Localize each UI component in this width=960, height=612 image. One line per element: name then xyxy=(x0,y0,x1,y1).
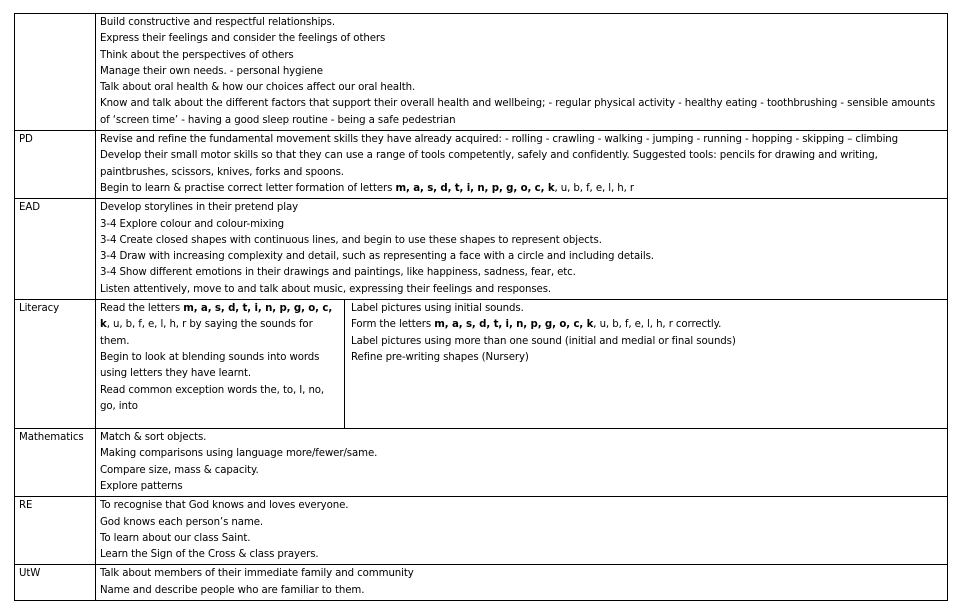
pse-line-1: Build constructive and respectful relationships. xyxy=(100,17,336,28)
ead-line-5: 3-4 Show different emotions in their drawings and paintings, like happiness, sadness, fear, etc. xyxy=(100,267,576,279)
re-line-3: To learn about our class Saint. xyxy=(100,532,251,544)
literacy-read-letters xyxy=(100,301,338,350)
maths-line-4: Explore patterns xyxy=(100,480,183,492)
curriculum-document xyxy=(14,13,948,601)
row-ead xyxy=(15,199,948,300)
row-pd xyxy=(15,131,948,199)
literacy-form-bold-letters: m, a, s, d, t, i, n, p, g, o, c, k xyxy=(434,319,594,331)
pse-line-6: Know and talk about the different factors that support their overall health and wellbeing; - regular physical activity - healthy eating - toothbrushing - sensible amounts of ‘screen time’ - having a good sleep routine - being a safe pedestrian xyxy=(100,98,936,126)
literacy-read-bold-letters: m, a, s, d, t, i, n, p, g, o, c, k xyxy=(100,303,333,331)
row-re xyxy=(15,497,948,565)
content-cell-re xyxy=(96,497,948,565)
literacy-form-suffix: , u, b, f, e, l, h, r correctly. xyxy=(593,319,722,331)
row-utw xyxy=(15,565,948,601)
content-cell-utw xyxy=(96,565,948,601)
maths-line-1: Match & sort objects. xyxy=(100,432,207,444)
area-cell-re: RE xyxy=(15,497,96,565)
pd-formation-line xyxy=(100,181,943,197)
ead-line-4: 3-4 Draw with increasing complexity and detail, such as representing a face with a circle and including details. xyxy=(100,251,654,263)
row-literacy xyxy=(15,300,948,429)
row-pse xyxy=(15,14,948,131)
literacy-split-row xyxy=(96,300,947,428)
content-cell-literacy xyxy=(96,300,948,429)
pse-line-5: Talk about oral health & how our choices affect our oral health. xyxy=(100,82,416,94)
utw-line-1: Talk about members of their immediate family and community xyxy=(100,568,414,580)
pse-line-4: Manage their own needs. - personal hygiene xyxy=(100,65,323,77)
literacy-read-suffix: , u, b, f, e, l, h, r by saying the sounds for them. xyxy=(100,319,313,347)
literacy-read-prefix: Read the letters xyxy=(100,303,184,315)
literacy-form-prefix: Form the letters xyxy=(351,319,435,331)
pse-line-3: Think about the perspectives of others xyxy=(100,49,294,61)
maths-line-2: Making comparisons using language more/fewer/same. xyxy=(100,448,378,460)
pd-line-2: Develop their small motor skills so that they can use a range of tools competently, safely and confidently. Suggested tools: pencils for drawing and writing, paintbrushes, scissors, knives, forks and spoons. xyxy=(100,150,878,178)
ead-line-1: Develop storylines in their pretend play xyxy=(100,202,299,214)
pd-line-1: Revise and refine the fundamental movement skills they have already acquired: - rolling - crawling - walking - jumping - running - hopping - skipping – climbing xyxy=(100,134,899,146)
literacy-blending: Begin to look at blending sounds into words using letters they have learnt. xyxy=(100,351,320,380)
area-cell-literacy: Literacy xyxy=(15,300,96,429)
ead-line-3: 3-4 Create closed shapes with continuous lines, and begin to use these shapes to represent objects. xyxy=(100,234,602,246)
literacy-split-table xyxy=(96,300,947,428)
ead-line-6: Listen attentively, move to and talk about music, expressing their feelings and responses. xyxy=(100,283,552,295)
re-line-1: To recognise that God knows and loves everyone. xyxy=(100,500,349,512)
content-cell-pse xyxy=(96,14,948,131)
pd-formation-prefix: Begin to learn & practise correct letter formation of letters xyxy=(100,182,396,194)
re-line-2: God knows each person’s name. xyxy=(100,516,264,528)
literacy-label-initial: Label pictures using initial sounds. xyxy=(351,303,524,315)
literacy-left-cell xyxy=(96,300,345,428)
literacy-right-cell xyxy=(345,300,948,428)
pd-formation-suffix: , u, b, f, e, l, h, r xyxy=(554,182,635,194)
literacy-form-letters xyxy=(351,317,943,333)
pse-line-2: Express their feelings and consider the feelings of others xyxy=(100,33,386,45)
area-cell-pd: PD xyxy=(15,131,96,199)
area-cell-mathematics: Mathematics xyxy=(15,429,96,497)
ead-line-2: 3-4 Explore colour and colour-mixing xyxy=(100,218,285,230)
area-cell-pse xyxy=(15,14,96,131)
row-mathematics xyxy=(15,429,948,497)
maths-line-3: Compare size, mass & capacity. xyxy=(100,464,259,476)
content-cell-pd xyxy=(96,131,948,199)
curriculum-table xyxy=(14,13,948,601)
literacy-exception-words: Read common exception words the, to, I, no, go, into xyxy=(100,384,325,412)
content-cell-ead xyxy=(96,199,948,300)
content-cell-mathematics xyxy=(96,429,948,497)
re-line-4: Learn the Sign of the Cross & class prayers. xyxy=(100,549,319,561)
literacy-refine: Refine pre-writing shapes (Nursery) xyxy=(351,351,529,363)
literacy-label-more: Label pictures using more than one sound (initial and medial or final sounds) xyxy=(351,335,736,347)
area-cell-utw: UtW xyxy=(15,565,96,601)
utw-line-2: Name and describe people who are familiar to them. xyxy=(100,584,365,596)
pd-formation-bold-letters: m, a, s, d, t, i, n, p, g, o, c, k xyxy=(395,182,555,194)
area-cell-ead: EAD xyxy=(15,199,96,300)
